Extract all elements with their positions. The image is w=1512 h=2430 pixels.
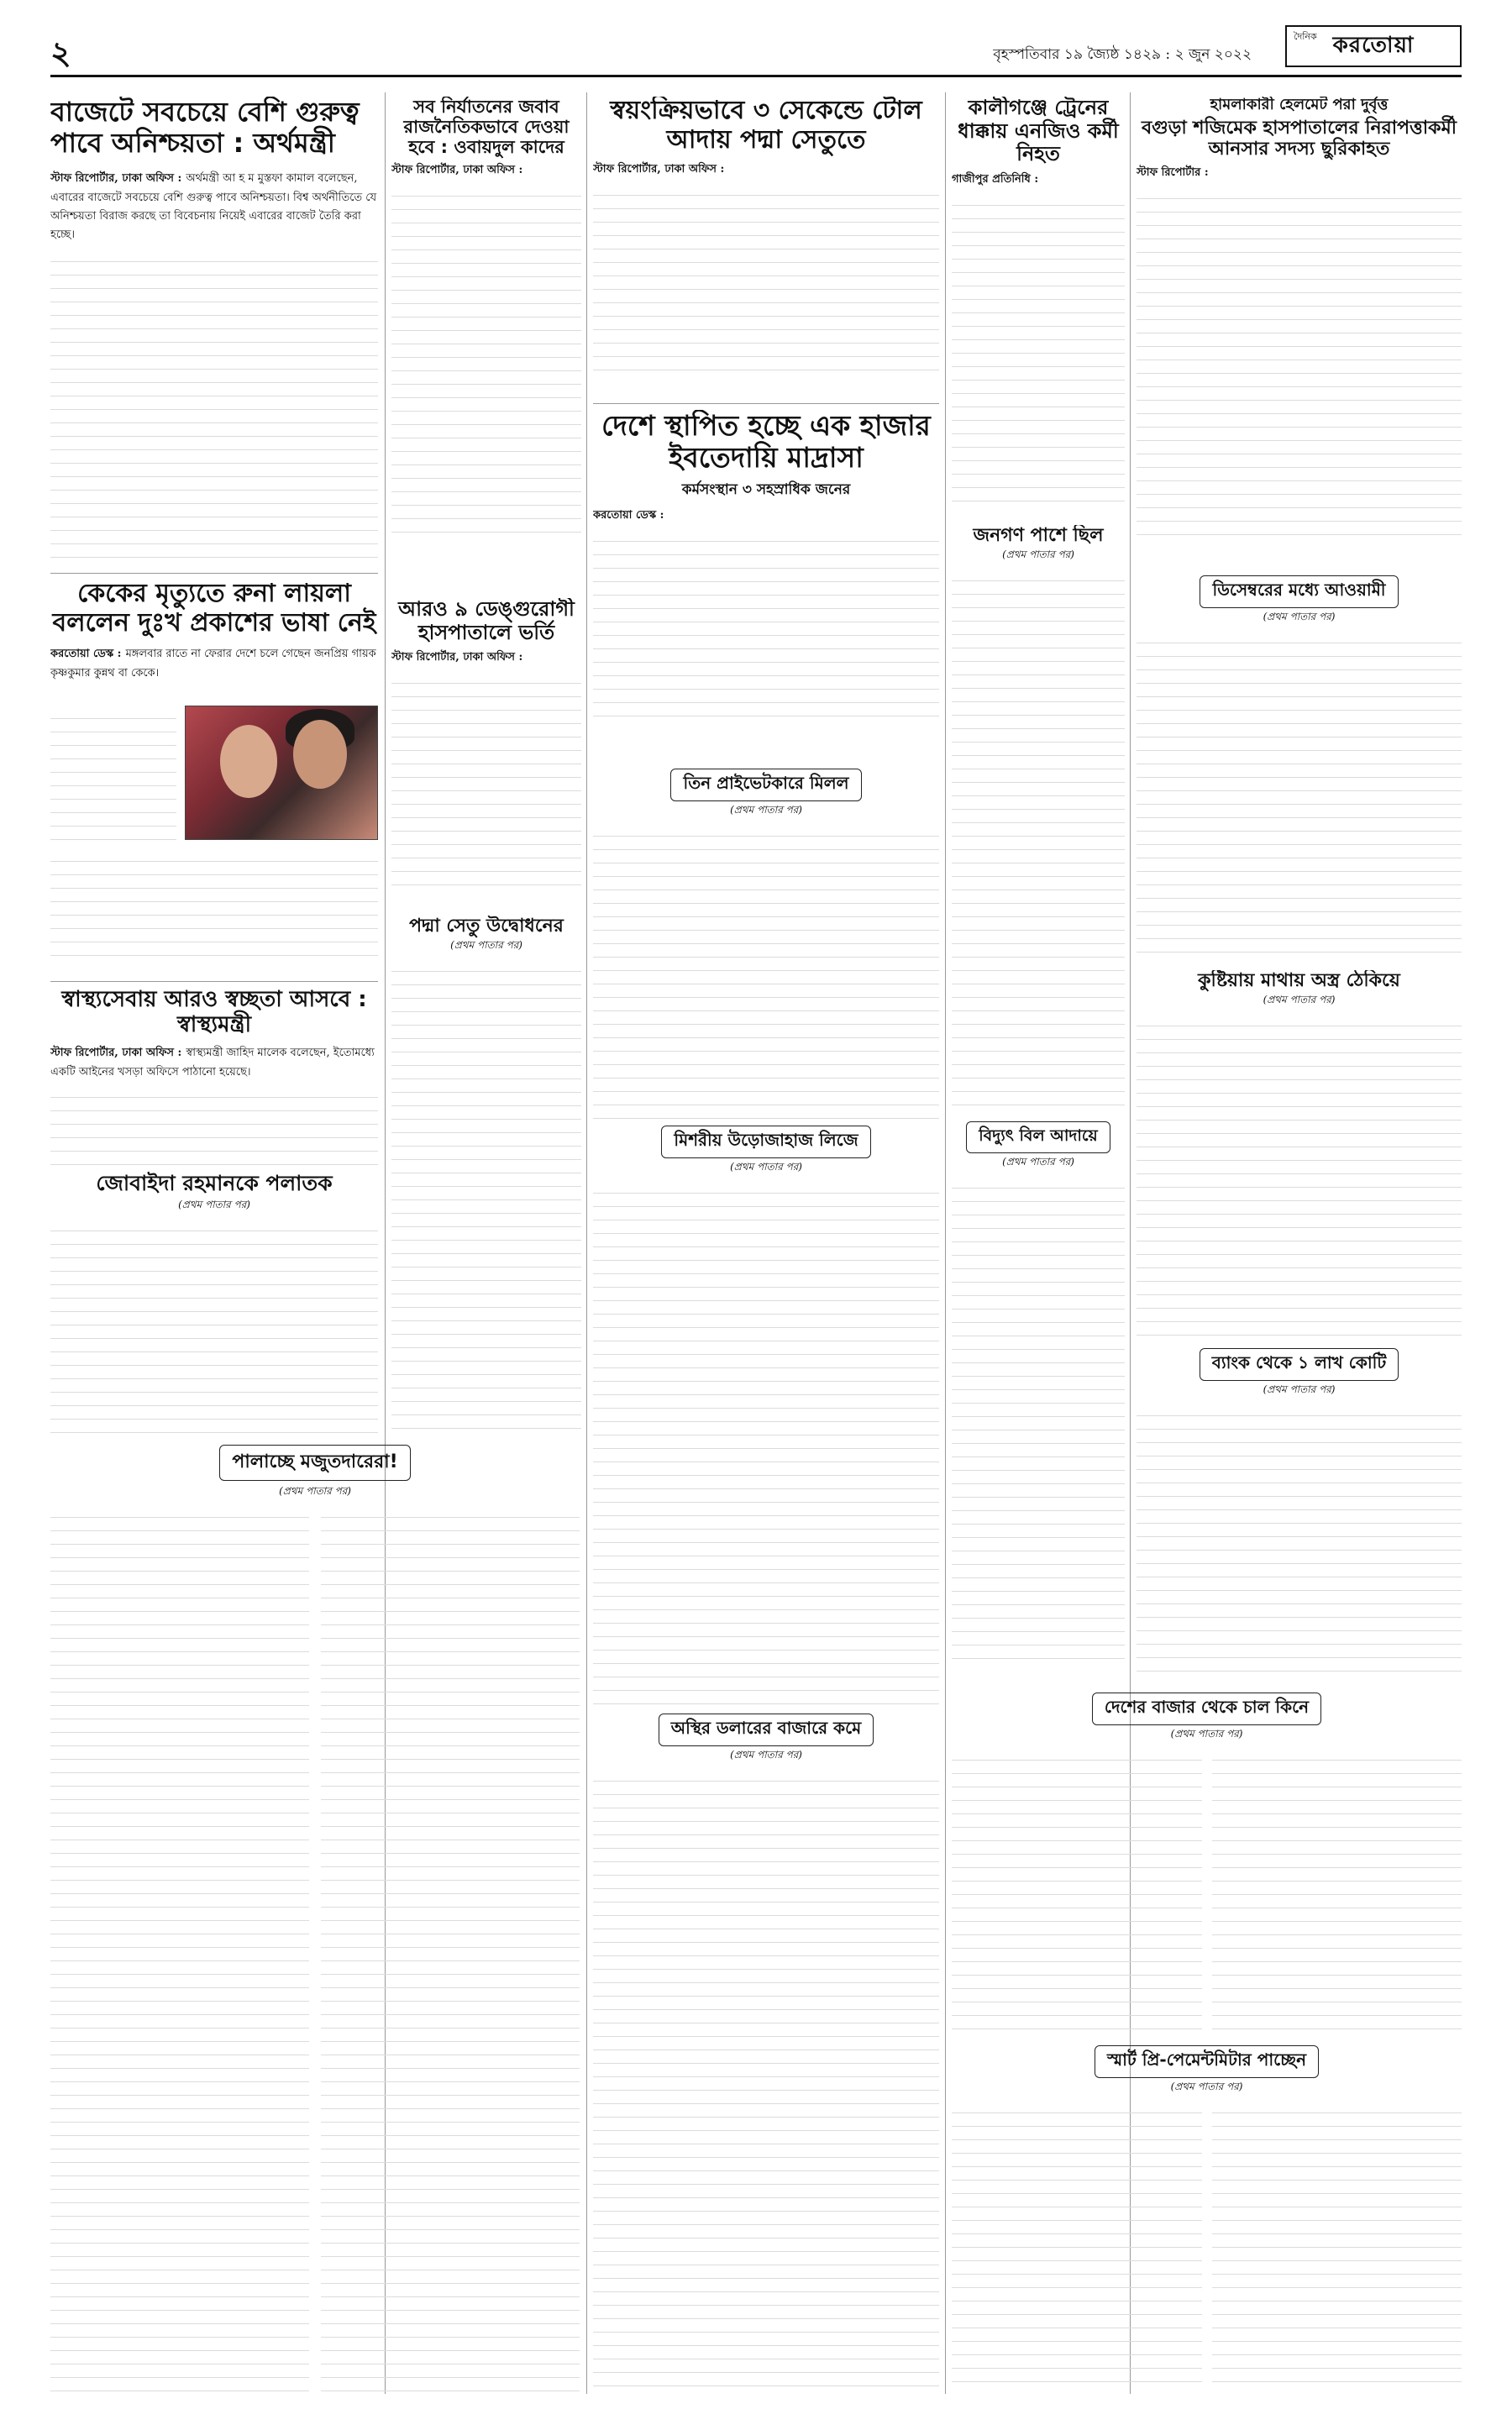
article-awami-december[interactable] xyxy=(1137,575,1462,962)
article-body-text xyxy=(1212,1747,1462,2037)
article-body-text xyxy=(391,183,581,536)
article-body-text xyxy=(1137,186,1462,547)
article-body-text xyxy=(593,1768,939,2394)
article-kushtia[interactable] xyxy=(1137,970,1462,1340)
headline: কেকের মৃত্যুতে রুনা লায়লা বললেন দুঃখ প্রকাশের ভাষা নেই xyxy=(52,580,376,638)
article-body-text xyxy=(50,1084,378,1168)
article-body-text xyxy=(593,528,939,722)
article-kaliganj-train[interactable] xyxy=(952,97,1125,517)
byline: গাজীপুর প্রতিনিধি : xyxy=(952,172,1039,186)
article-body-text xyxy=(593,823,939,1121)
logo-small-text: দৈনিক xyxy=(1294,31,1317,42)
subheadline: কর্মসংস্থান ৩ সহস্রাধিক জনের xyxy=(681,480,851,498)
continued-note: (প্রথম পাতার পর) xyxy=(1002,548,1074,561)
article-lead: মঙ্গলবার রাতে না ফেরার দেশে চলে গেছেন জনপ্রিয় গায়ক কৃষ্ণকুমার কুন্নথ বা কেকে। xyxy=(50,648,376,680)
continued-note: (প্রথম পাতার পর) xyxy=(730,1749,802,1761)
article-obaidul-quader[interactable] xyxy=(391,97,581,592)
article-body-text xyxy=(1137,630,1462,962)
article-body-text xyxy=(952,1175,1125,1659)
article-egypt-aircraft[interactable] xyxy=(593,1126,939,1705)
article-janagan[interactable] xyxy=(952,525,1125,1113)
column-rule xyxy=(586,92,587,2394)
article-body-text xyxy=(1137,1013,1462,1336)
continued-note: (প্রথম পাতার পর) xyxy=(1263,611,1336,622)
section-divider xyxy=(50,573,378,574)
article-body-text xyxy=(50,706,176,840)
headline: দেশের বাজার থেকে চাল কিনে xyxy=(1092,1693,1321,1725)
headline: বিদ্যুৎ বিল আদায়ে xyxy=(966,1121,1110,1153)
article-health-minister[interactable] xyxy=(50,988,378,1168)
article-smart-meter[interactable] xyxy=(952,2045,1462,2394)
continued-note: (প্রথম পাতার পর) xyxy=(1170,2081,1243,2092)
headline: অস্থির ডলারের বাজারে কমে xyxy=(659,1714,874,1746)
article-runa-laila[interactable] xyxy=(50,580,378,974)
byline: করতোয়া ডেস্ক : xyxy=(50,648,122,660)
article-body-text xyxy=(321,1504,580,2394)
section-divider xyxy=(593,403,939,404)
article-body-text xyxy=(593,1180,939,1705)
continued-note: (প্রথম পাতার পর) xyxy=(730,1161,802,1173)
headline: জনগণ পাশে ছিল xyxy=(973,525,1104,546)
byline: স্টাফ রিপোর্টার, ঢাকা অফিস : xyxy=(593,163,725,176)
continued-note: (প্রথম পাতার পর) xyxy=(450,939,522,952)
article-body-text xyxy=(50,848,378,966)
headline: জোবাইদা রহমানকে পলাতক xyxy=(96,1172,333,1195)
article-dollar-market[interactable] xyxy=(593,1714,939,2394)
headline: কুষ্টিয়ায় মাথায় অস্ত্র ঠেকিয়ে xyxy=(1198,970,1400,991)
article-lead: স্বাস্থ্যমন্ত্রী জাহিদ মালেক বলেছেন, ইতোমধ্যে একটি আইনের খসড়া অফিসে পাঠানো হয়েছে। xyxy=(50,1046,375,1079)
article-body-text xyxy=(593,182,939,375)
article-body-text xyxy=(50,1504,309,2394)
byline: স্টাফ রিপোর্টার, ঢাকা অফিস : xyxy=(391,651,523,664)
article-madrasa[interactable] xyxy=(593,410,939,763)
headline: বাজেটে সবচেয়ে বেশি গুরুত্ব পাবে অনিশ্চয়তা : অর্থমন্ত্রী xyxy=(50,97,360,159)
continued-note: (প্রথম পাতার পর) xyxy=(279,1485,351,1497)
headline: তিন প্রাইভেটকারে মিলল xyxy=(670,769,861,801)
continued-note: (প্রথম পাতার পর) xyxy=(1170,1728,1243,1740)
article-body-text xyxy=(50,1218,378,1436)
headline: কালীগঞ্জে ট্রেনের ধাক্কায় এনজিও কর্মী নিহত xyxy=(958,97,1119,166)
section-divider xyxy=(50,981,378,982)
article-body-text xyxy=(952,192,1125,503)
headline: বগুড়া শজিমেক হাসপাতালের নিরাপত্তাকর্মী আনসার সদস্য ছুরিকাহত xyxy=(1141,117,1457,160)
article-dengue[interactable] xyxy=(391,598,581,909)
article-bank-loan[interactable] xyxy=(1137,1348,1462,1684)
headline: ব্যাংক থেকে ১ লাখ কোটি xyxy=(1200,1348,1399,1381)
column-rule xyxy=(945,92,946,2394)
headline: সব নির্যাতনের জবাব রাজনৈতিকভাবে দেওয়া হবে : ওবায়দুল কাদের xyxy=(403,97,570,158)
article-bogura-hospital[interactable] xyxy=(1137,97,1462,567)
article-zobaida[interactable] xyxy=(50,1172,378,1441)
article-body-text xyxy=(50,249,378,567)
article-body-text xyxy=(1137,1403,1462,1684)
continued-note: (প্রথম পাতার পর) xyxy=(730,804,802,816)
article-private-car[interactable] xyxy=(593,769,939,1121)
byline: স্টাফ রিপোর্টার, ঢাকা অফিস : xyxy=(50,1046,182,1059)
byline: স্টাফ রিপোর্টার, ঢাকা অফিস : xyxy=(50,171,182,185)
kicker: হামলাকারী হেলমেট পরা দুর্বৃত্ত xyxy=(1210,97,1389,113)
masthead xyxy=(50,25,1462,77)
headline: আরও ৯ ডেঙ্গুরোগী হাসপাতালে ভর্তি xyxy=(398,598,575,644)
article-padma-toll[interactable] xyxy=(593,97,939,399)
byline: করতোয়া ডেস্ক : xyxy=(593,508,664,522)
byline: স্টাফ রিপোর্টার, ঢাকা অফিস : xyxy=(391,164,523,177)
continued-note: (প্রথম পাতার পর) xyxy=(1263,994,1336,1006)
page-number: ২ xyxy=(50,34,71,71)
singer-photo xyxy=(185,706,378,840)
headline: স্বয়ংক্রিয়ভাবে ৩ সেকেন্ডে টোল আদায় পদ্মা সেতুতে xyxy=(610,97,922,155)
article-hoarders[interactable] xyxy=(50,1445,580,2394)
article-lead: অর্থমন্ত্রী আ হ ম মুস্তফা কামাল বলেছেন, এবারের বাজেটে সবচেয়ে বেশি গুরুত্ব পাবে অনিশ্চয়তা। বিশ্ব অর্থনীতিতে যে অনিশ্চয়তা বিরাজ করছে তা বিবেচনায় নিয়েই এবারের বাজেট তৈরি করা হচ্ছে। xyxy=(50,171,377,241)
headline: ডিসেম্বরের মধ্যে আওয়ামী xyxy=(1200,575,1398,608)
headline: দেশে স্থাপিত হচ্ছে এক হাজার ইবতেদায়ি মাদ্রাসা xyxy=(601,410,931,474)
headline: স্বাস্থ্যসেবায় আরও স্বচ্ছতা আসবে : স্বাস্থ্যমন্ত্রী xyxy=(61,988,367,1037)
byline: স্টাফ রিপোর্টার : xyxy=(1137,166,1209,180)
article-body-text xyxy=(952,568,1125,1105)
headline: মিশরীয় উড়োজাহাজ লিজে xyxy=(661,1126,870,1158)
headline: পালাচ্ছে মজুতদারেরা! xyxy=(219,1445,410,1481)
article-electricity-bill[interactable] xyxy=(952,1121,1125,1659)
headline: স্মার্ট প্রি-পেমেন্টমিটার পাচ্ছেন xyxy=(1095,2045,1319,2078)
article-body-text xyxy=(391,670,581,897)
newspaper-logo[interactable] xyxy=(1285,25,1462,67)
continued-note: (প্রথম পাতার পর) xyxy=(178,1198,250,1210)
continued-note: (প্রথম পাতার পর) xyxy=(1002,1156,1074,1168)
article-padma-inauguration[interactable] xyxy=(391,916,581,1436)
article-budget[interactable] xyxy=(50,97,378,567)
headline: পদ্মা সেতু উদ্বোধনের xyxy=(409,916,564,937)
issue-date: বৃহস্পতিবার ১৯ জ্যৈষ্ঠ ১৪২৯ : ২ জুন ২০২২ xyxy=(993,46,1252,63)
article-body-text xyxy=(1212,2100,1462,2394)
article-rice-purchase[interactable] xyxy=(952,1693,1462,2037)
logo-text: করতোয়া xyxy=(1332,33,1415,58)
continued-note: (প্রথম পাতার পর) xyxy=(1263,1383,1336,1395)
article-body-text xyxy=(391,958,581,1429)
article-body-text xyxy=(952,1747,1202,2037)
article-body-text xyxy=(952,2100,1202,2394)
